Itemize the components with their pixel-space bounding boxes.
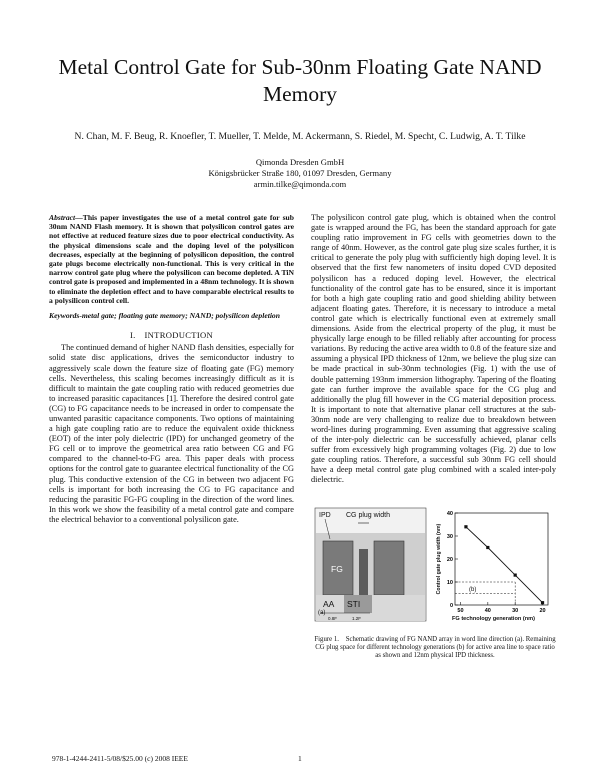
label-fg: FG [331, 564, 343, 574]
affiliation-address: Königsbrücker Straße 180, 01097 Dresden, Germany [208, 168, 392, 178]
paper-title: Metal Control Gate for Sub-30nm Floating Gate NAND Memory [58, 55, 542, 106]
figure-1-svg [314, 503, 555, 626]
left-column [49, 213, 294, 525]
intro-paragraph-1: The continued demand of higher NAND flash densities, especially for solid state disc applications, drives the semiconductor industry to aggressively scale down the feature size of floating gate (FG) memory cells. Nevertheless, this scaling becomes increasingly difficult as it is difficult to maintain the gate coupling ratio with reduced geometries due to increased parasitic capacitances [1]. Therefore the desired control gate (CG) to FG capacitance needs to be increased in order to compensate the unwanted parasitic capacitance components. Two options of maintaining a high gate coupling ratio are to reduce the equivalent oxide thickness (EOT) of the inter poly dielectric (IPD) for unchanged geometry of the FG cell or to improve the geometrical area ratio between CG and FG compared to the channel-to-FG area. This paper deals with process options for the control gate to guarantee electrical functionality of the CG plug. This conductive extension of the CG in between two adjacent FG cells is important for both increasing the CG to FG capacitance and reducing the parasitic FG-FG coupling in the direction of the word lines. In this work we show the feasibility of a metal control gate and compare the electrical behavior to a conventional polysilicon gate. [49, 343, 294, 524]
label-dim-aa: 0.8F [328, 616, 338, 621]
data-point-30 [514, 574, 517, 577]
abstract-label: Abstract [49, 213, 76, 222]
right-column [311, 213, 556, 486]
y-axis-ticks [447, 511, 458, 609]
data-point-48 [464, 525, 467, 528]
x-axis-ticks [457, 602, 545, 614]
x-tick-label-40: 40 [484, 608, 491, 614]
label-panel-a: (a) [318, 610, 326, 616]
label-panel-b: (b) [469, 586, 477, 593]
x-tick-label-50: 50 [457, 608, 464, 614]
x-tick-label-20: 20 [539, 608, 546, 614]
affiliation-email: armin.tilke@qimonda.com [253, 179, 347, 189]
label-cg-plug-width: CG plug width [346, 512, 390, 519]
copyright-footer: 978-1-4244-2411-5/08/$25.00 (c) 2008 IEEE [52, 754, 188, 763]
page-number: 1 [298, 754, 302, 763]
data-point-40 [486, 546, 489, 549]
y-tick-label-0: 0 [449, 603, 453, 609]
figure-1 [314, 503, 555, 626]
y-axis-label: Control gate plug width (nm) [436, 523, 442, 595]
label-dim-sti: 1.2F [352, 616, 362, 621]
x-axis-label: FG technology generation (nm) [452, 616, 535, 622]
y-tick-label-20: 20 [446, 557, 453, 563]
data-point-20 [541, 601, 544, 604]
floating-gate-right [374, 541, 404, 595]
affiliation-org: Qimonda Dresden GmbH [255, 157, 345, 167]
y-tick-label-30: 30 [446, 534, 453, 540]
label-sti: STI [347, 599, 361, 609]
figure-1-caption: Figure 1. Schematic drawing of FG NAND array in word line direction (a). Remaining CG plug space for different technology generations (b) for active area line to space ratio as shown and 12nm physical IPD thickness. [314, 636, 556, 660]
label-ipd: IPD [319, 512, 331, 519]
intro-paragraph-2: The polysilicon control gate plug, which is obtained when the control gate is wrapped around the FG, has been the standard approach for gate coupling ratio improvement in FG cells with geometries down to the range of 40nm. However, as the control gate plug size scales further, it is critical to generate the poly plug with sufficiently high doping level. It is observed that the first few nanometers of insitu doped CVD deposited polysilicon has a reduced doping level. However, the electrical functionality of the control gate has to be ensured, since it is important for both a high gate coupling ratio and good shielding ability between adjacent floating gates. Therefore, it is necessary to introduce a metal control gate which is electrically functional even at extremely small dimensions. Aside from the electrical property of the plug, it must be physically large enough to be filled reliably after accounting for process variations. By reducing the active area width to 0.8 of the feature size and assuming a physical IPD thickness of 12nm, we believe the plug size can be made practical in sub-30nm technologies (Fig. 1) with the use of double patterning 193nm immersion lithography. Tapering of the floating gate can further improve the available space for the CG plug and additionally the plug fill however in the CG material deposition process. It is important to note that alternative planar cell structures at the sub-30nm node are very challenging to realize due to breakdown between word-lines during programming. Even assuming that aggressive scaling of the inter-poly dielectric can be successfully achieved, planar cells suffer from excessively high programming voltages (Fig. 2) due to low gate coupling ratios. Therefore, a successful sub 30nm FG cell should have a deep metal control gate plug combined with a scaled inter-poly dielectric. [311, 213, 556, 485]
label-aa: AA [323, 599, 335, 609]
keywords: Keywords-metal gate; floating gate memory; NAND; polysilicon depletion [49, 311, 280, 321]
abstract [49, 213, 294, 305]
y-tick-label-10: 10 [446, 580, 453, 586]
reference-lines [455, 582, 515, 605]
abstract-text: —This paper investigates the use of a metal control gate for sub 30nm NAND Flash memory. It is shown that polysilicon control gates are not effective at reduced feature sizes due to poor electrical conductivity. As the physical dimensions scale and the doping level of the polysilicon decreases, especially at the beginning of polysilicon deposition, the control gate plugs become electrically non-functional. This is very critical in the narrow control gate plug where the polysilicon can become depleted. A TiN control gate is proposed and implemented in a 48nm technology. It is shown to eliminate the depletion effect and to have comparable electrical results to a polysilicon control cell. [49, 213, 294, 305]
section-heading-introduction: I. INTRODUCTION [129, 330, 214, 341]
affiliation [100, 157, 500, 190]
chart-plot [436, 511, 548, 622]
cg-plug [359, 549, 368, 595]
x-tick-label-30: 30 [512, 608, 519, 614]
series-line [466, 527, 543, 603]
y-tick-label-40: 40 [446, 511, 453, 517]
author-list: N. Chan, M. F. Beug, R. Knoefler, T. Mueller, T. Melde, M. Ackermann, S. Riedel, M. Specht, C. Ludwig, A. T. Tilke [74, 131, 526, 142]
